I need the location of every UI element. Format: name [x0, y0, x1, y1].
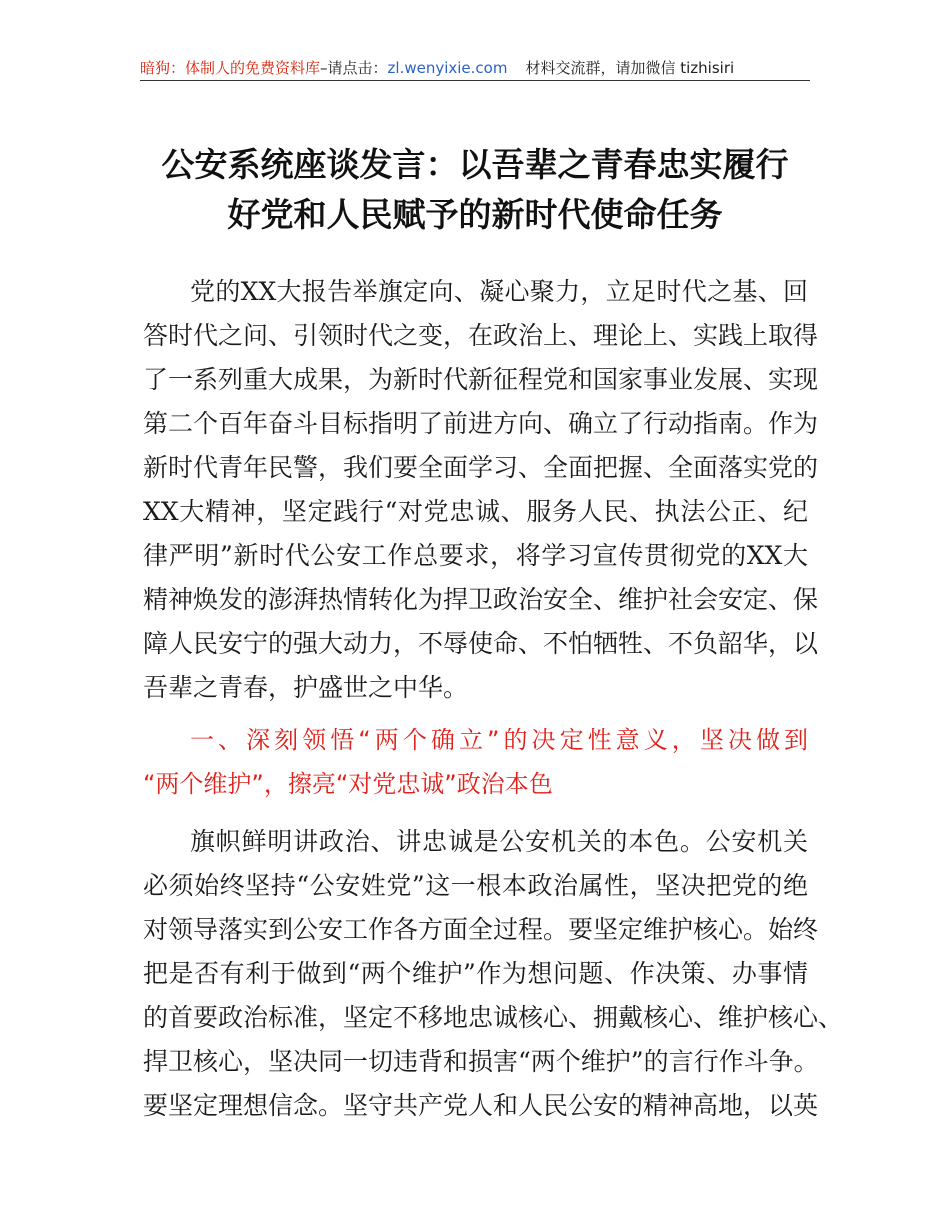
paragraph-line: 答时代之问、引领时代之变，在政治上、理论上、实践上取得 — [143, 321, 819, 350]
header-prompt: –请点击： — [320, 59, 388, 77]
section-heading-line-1: 一、深刻领悟“两个确立”的决定性意义，坚决做到 — [190, 726, 808, 754]
paragraph-line: 吾辈之青春，护盛世之中华。 — [143, 673, 469, 702]
paragraph-line: 的首要政治标准，坚定不移地忠诚核心、拥戴核心、维护核心、 — [143, 1003, 844, 1032]
header-bar — [140, 56, 810, 80]
paragraph-line: 把是否有利于做到“两个维护”作为想问题、作决策、办事情 — [143, 959, 808, 988]
paragraph-line: 必须始终坚持“公安姓党”这一根本政治属性，坚决把党的绝 — [143, 871, 808, 900]
header-link[interactable]: zl.wenyixie.com — [387, 59, 508, 77]
title-line-1: 公安系统座谈发言：以吾辈之青春忠实履行 — [161, 145, 789, 184]
header-divider — [140, 80, 810, 81]
title-line-2: 好党和人民赋予的新时代使命任务 — [227, 195, 723, 234]
header-brand: 暗狗：体制人的免费资料库 — [140, 59, 321, 77]
paragraph-line: 捍卫核心，坚决同一切违背和损害“两个维护”的言行作斗争。 — [143, 1047, 819, 1076]
paragraph-line: 新时代青年民警，我们要全面学习、全面把握、全面落实党的 — [143, 453, 819, 482]
section-heading-line-2: “两个维护”，擦亮“对党忠诚”政治本色 — [143, 770, 553, 798]
paragraph-line: 精神焕发的澎湃热情转化为捍卫政治安全、维护社会安定、保 — [143, 585, 819, 614]
paragraph-line: 旗帜鲜明讲政治、讲忠诚是公安机关的本色。公安机关 — [190, 827, 808, 856]
paragraph-line: 第二个百年奋斗目标指明了前进方向、确立了行动指南。作为 — [143, 409, 819, 438]
paragraph-line: 对领导落实到公安工作各方面全过程。要坚定维护核心。始终 — [143, 915, 819, 944]
paragraph-line: 要坚定理想信念。坚守共产党人和人民公安的精神高地，以英 — [143, 1091, 819, 1120]
paragraph-line: 障人民安宁的强大动力，不辱使命、不怕牺牲、不负韶华，以 — [143, 629, 819, 658]
header-wechat-note: 材料交流群，请加微信 tizhisiri — [525, 59, 735, 77]
paragraph-line: 律严明”新时代公安工作总要求，将学习宣传贯彻党的XX大 — [143, 541, 808, 570]
paragraph-line: XX大精神，坚定践行“对党忠诚、服务人民、执法公正、纪 — [143, 497, 808, 526]
paragraph-line: 党的XX大报告举旗定向、凝心聚力，立足时代之基、回 — [190, 277, 808, 306]
paragraph-line: 了一系列重大成果，为新时代新征程党和国家事业发展、实现 — [143, 365, 819, 394]
